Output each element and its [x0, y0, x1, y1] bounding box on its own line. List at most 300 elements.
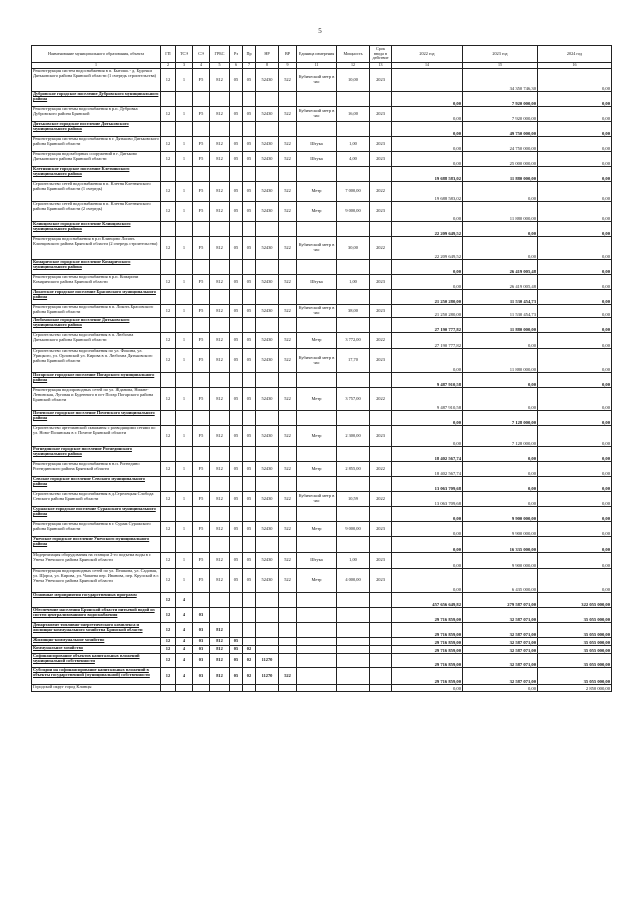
amount-cell: 279 587 071,00 [463, 593, 538, 608]
amount-cell: 0,00 [538, 388, 612, 411]
code-cell [297, 608, 337, 623]
code-cell: 812 [210, 152, 230, 167]
column-header: ТСЭ [176, 46, 193, 63]
amount-cell: 7 920 000,00 [463, 92, 538, 107]
code-cell [193, 222, 210, 237]
code-cell: 1 [176, 69, 193, 92]
code-cell: 52430 [256, 107, 279, 122]
column-header: Рз [230, 46, 243, 63]
code-cell [337, 260, 370, 275]
object-name-cell: Реконструкция системы водоснабжения в н.п. Рогнедино Рогнединского района Брянской области [32, 462, 161, 477]
object-name-cell: Дятьковское городское поселение Дятьковского муниципального района [32, 122, 161, 137]
code-cell: 812 [210, 388, 230, 411]
code-cell: F5 [193, 182, 210, 202]
code-cell: 1,00 [337, 553, 370, 569]
object-name-cell: Субсидии на софинансирование капитальных вложений в объекты государственной (муниципальной) собственности [32, 668, 161, 685]
amount-cell: 9 900 000,00 [463, 507, 538, 522]
code-cell: F5 [193, 237, 210, 260]
code-cell: 03 [193, 668, 210, 685]
amount-cell: 0,00 [463, 182, 538, 202]
code-cell [230, 122, 243, 137]
code-cell: 4 [176, 638, 193, 646]
column-header: Мощность [337, 46, 370, 63]
amount-cell: 0,00 [538, 411, 612, 426]
object-name-cell: Реконструкция водопроводных сетей по ул. Пешкова, ул. Садовая, ул. Щорса, ул. Кирова, ул. Чапаева пер. Иванова, пер. Крупской в г. Унеча Унечского района Брянской области [32, 569, 161, 593]
code-cell: 1 [176, 522, 193, 537]
code-cell [176, 373, 193, 388]
code-cell [243, 318, 256, 333]
amount-cell: 35 055 000,00 [538, 646, 612, 654]
code-cell [176, 260, 193, 275]
code-cell: 02 [243, 646, 256, 654]
table-row [32, 152, 612, 167]
code-cell: 12 [161, 593, 176, 608]
code-cell: 05 [230, 107, 243, 122]
code-cell [337, 638, 370, 646]
column-number: 7 [243, 63, 256, 69]
code-cell [193, 447, 210, 462]
code-cell: 812 [210, 305, 230, 318]
amount-cell: 0,00 [463, 477, 538, 492]
code-cell: Метр [297, 333, 337, 349]
code-cell: 12 [161, 152, 176, 167]
amount-cell: 0,00 [538, 122, 612, 137]
code-cell [337, 477, 370, 492]
object-name-cell: Комаричское городское поселение Комаричского муниципального района [32, 260, 161, 275]
code-cell: 05 [230, 646, 243, 654]
code-cell [370, 477, 392, 492]
amount-cell: 457 656 649,82 [392, 593, 463, 608]
code-cell: 522 [279, 668, 297, 685]
table-row [32, 537, 612, 553]
code-cell: 05 [230, 426, 243, 447]
code-cell [243, 593, 256, 608]
code-cell: 05 [243, 426, 256, 447]
code-cell [210, 122, 230, 137]
table-row [32, 593, 612, 608]
code-cell: 522 [279, 275, 297, 290]
column-header: ВР [279, 46, 297, 63]
code-cell: 12 [161, 349, 176, 373]
object-name-cell: Реконструкция системы водоснабжения в г. Дятьково Дятьковского района Брянской области [32, 137, 161, 152]
code-cell [370, 373, 392, 388]
code-cell [230, 608, 243, 623]
amount-cell: 0,00 [392, 137, 463, 152]
code-cell: 05 [230, 333, 243, 349]
code-cell: 2023 [370, 202, 392, 222]
code-cell [193, 373, 210, 388]
code-cell: 1 [176, 305, 193, 318]
code-cell: 05 [243, 553, 256, 569]
code-cell [337, 411, 370, 426]
amount-cell: 2 850 000,00 [538, 685, 612, 692]
code-cell: 05 [230, 275, 243, 290]
code-cell [176, 92, 193, 107]
column-header: 2023 год [463, 46, 538, 63]
amount-cell: 0,00 [538, 462, 612, 477]
table-row [32, 237, 612, 260]
code-cell [297, 92, 337, 107]
code-cell [297, 685, 337, 692]
code-cell: F5 [193, 426, 210, 447]
code-cell [193, 122, 210, 137]
code-cell [337, 373, 370, 388]
amount-cell: 0,00 [538, 222, 612, 237]
code-cell [193, 92, 210, 107]
code-cell: 812 [210, 349, 230, 373]
table-row [32, 137, 612, 152]
code-cell [193, 477, 210, 492]
object-name-cell: Строительство сетей водоснабжения в п. Клетня Клетнянского района Брянской области (2 очередь) [32, 202, 161, 222]
code-cell: 812 [210, 522, 230, 537]
object-name-cell: Строительство системы водоснабжения в п. Любохна Дятьковского района Брянской области [32, 333, 161, 349]
code-cell: 05 [243, 152, 256, 167]
amount-cell: 26 419 005,48 [463, 260, 538, 275]
amount-cell: 0,00 [538, 237, 612, 260]
code-cell [230, 167, 243, 182]
code-cell: 1 [176, 137, 193, 152]
amount-cell: 9 900 000,00 [463, 553, 538, 569]
code-cell [337, 623, 370, 638]
code-cell [176, 477, 193, 492]
table-row [32, 507, 612, 522]
code-cell [256, 411, 279, 426]
amount-cell: 9 487 910,58 [392, 373, 463, 388]
code-cell [210, 447, 230, 462]
amount-cell: 21 250 280,00 [392, 290, 463, 305]
code-cell: 522 [279, 522, 297, 537]
amount-cell: 0,00 [392, 426, 463, 447]
code-cell: 12 [161, 623, 176, 638]
column-header: НР [256, 46, 279, 63]
code-cell: 2022 [370, 388, 392, 411]
object-name-cell: Реконструкция системы водоснабжения в р.п. Комаричи Комаричского района Брянской области [32, 275, 161, 290]
code-cell: 12 [161, 333, 176, 349]
code-cell: 2023 [370, 275, 392, 290]
amount-cell: 0,00 [538, 569, 612, 593]
code-cell: 812 [210, 333, 230, 349]
code-cell: 10,59 [337, 492, 370, 507]
code-cell: 812 [210, 623, 230, 638]
object-name-cell: Клетнянское городское поселение Клетнянского муниципального района [32, 167, 161, 182]
amount-cell: 0,00 [463, 685, 538, 692]
code-cell: 12 [161, 202, 176, 222]
object-name-cell: Коммунальное хозяйство [32, 646, 161, 654]
amount-cell: 0,00 [538, 492, 612, 507]
table-row [32, 275, 612, 290]
amount-cell: 32 587 071,00 [463, 668, 538, 685]
object-name-cell: Обеспечение населения Брянской области питьевой водой из систем централизованного водоснабжения [32, 608, 161, 623]
code-cell [370, 507, 392, 522]
code-cell [193, 537, 210, 553]
amount-cell: 0,00 [392, 260, 463, 275]
code-cell [256, 447, 279, 462]
code-cell [370, 646, 392, 654]
code-cell [243, 167, 256, 182]
table-row [32, 522, 612, 537]
table-row [32, 553, 612, 569]
code-cell: Штука [297, 275, 337, 290]
amount-cell: 0,00 [392, 152, 463, 167]
code-cell: F5 [193, 107, 210, 122]
code-cell: 52430 [256, 522, 279, 537]
code-cell [243, 608, 256, 623]
code-cell: 522 [279, 107, 297, 122]
code-cell [176, 411, 193, 426]
code-cell: 05 [243, 237, 256, 260]
table-row [32, 333, 612, 349]
amount-cell: 25 000 000,00 [463, 152, 538, 167]
table-row [32, 122, 612, 137]
code-cell [161, 685, 176, 692]
code-cell: 12 [161, 638, 176, 646]
amount-cell: 0,00 [392, 275, 463, 290]
code-cell [256, 318, 279, 333]
code-cell [256, 167, 279, 182]
code-cell: 2023 [370, 107, 392, 122]
code-cell [297, 638, 337, 646]
code-cell [243, 685, 256, 692]
amount-cell: 11 530 454,73 [463, 290, 538, 305]
column-number: 9 [279, 63, 297, 69]
code-cell [256, 477, 279, 492]
code-cell: Метр [297, 182, 337, 202]
code-cell: 1,00 [337, 137, 370, 152]
code-cell [256, 373, 279, 388]
code-cell: 522 [279, 137, 297, 152]
code-cell [256, 507, 279, 522]
code-cell: 05 [230, 202, 243, 222]
code-cell: 2 855,00 [337, 462, 370, 477]
code-cell: 812 [210, 69, 230, 92]
code-cell: 522 [279, 69, 297, 92]
code-cell [210, 608, 230, 623]
code-cell [279, 222, 297, 237]
code-cell: 52430 [256, 237, 279, 260]
amount-cell: 49 750 000,00 [463, 122, 538, 137]
code-cell: 2022 [370, 182, 392, 202]
object-name-cell: Строительство системы водоснабжения в д.Стрелецкая Слобода Севского района Брянской области [32, 492, 161, 507]
code-cell [243, 447, 256, 462]
amount-cell: 0,00 [392, 202, 463, 222]
code-cell [230, 593, 243, 608]
code-cell [337, 507, 370, 522]
code-cell [297, 411, 337, 426]
code-cell [161, 122, 176, 137]
code-cell [337, 537, 370, 553]
page-number: 5 [318, 27, 322, 35]
table-row [32, 182, 612, 202]
amount-cell: 35 055 000,00 [538, 654, 612, 668]
table-row [32, 107, 612, 122]
code-cell: 05 [230, 69, 243, 92]
code-cell [176, 447, 193, 462]
amount-cell: 11 880 000,00 [463, 349, 538, 373]
code-cell: 52430 [256, 569, 279, 593]
code-cell: F5 [193, 202, 210, 222]
code-cell: 12 [161, 388, 176, 411]
code-cell [279, 507, 297, 522]
code-cell [243, 373, 256, 388]
amount-cell: 0,00 [392, 537, 463, 553]
table-row [32, 373, 612, 388]
column-header: ГП [161, 46, 176, 63]
amount-cell: 11 530 454,73 [463, 305, 538, 318]
amount-cell: 11 880 000,00 [463, 202, 538, 222]
code-cell [337, 318, 370, 333]
code-cell [297, 373, 337, 388]
table-row [32, 290, 612, 305]
code-cell [230, 222, 243, 237]
code-cell [243, 411, 256, 426]
amount-cell: 0,00 [538, 260, 612, 275]
code-cell: 05 [243, 202, 256, 222]
object-name-cell: Реконструкция систем водоснабжения в п. Бытошь - д. Будочки Дятьковского района Брянской области (1 очередь строительства) [32, 69, 161, 92]
code-cell [297, 646, 337, 654]
amount-cell: 0,00 [538, 537, 612, 553]
amount-cell: 0,00 [538, 333, 612, 349]
code-cell [176, 537, 193, 553]
code-cell: 52430 [256, 388, 279, 411]
amount-cell: 0,00 [463, 492, 538, 507]
code-cell: 12 [161, 522, 176, 537]
code-cell [279, 260, 297, 275]
code-cell: 52430 [256, 202, 279, 222]
code-cell [193, 318, 210, 333]
amount-cell: 32 587 071,00 [463, 638, 538, 646]
object-name-cell: Суражское городское поселение Суражского муниципального района [32, 507, 161, 522]
code-cell: 52430 [256, 349, 279, 373]
code-cell [230, 373, 243, 388]
code-cell: 3 757,00 [337, 388, 370, 411]
code-cell: 05 [230, 182, 243, 202]
column-number: 5 [210, 63, 230, 69]
code-cell: 12 [161, 654, 176, 668]
code-cell [279, 122, 297, 137]
code-cell [297, 668, 337, 685]
code-cell: Кубический метр в час [297, 69, 337, 92]
code-cell [297, 507, 337, 522]
code-cell: Штука [297, 553, 337, 569]
code-cell [243, 623, 256, 638]
code-cell [230, 537, 243, 553]
code-cell [279, 411, 297, 426]
code-cell: 05 [243, 69, 256, 92]
code-cell: 1 [176, 275, 193, 290]
amount-cell: 0,00 [463, 388, 538, 411]
code-cell [279, 646, 297, 654]
object-name-cell: Реконструкция системы водоснабжения в п. Локоть Брасовского района Брянской области [32, 305, 161, 318]
code-cell: 4 [176, 593, 193, 608]
code-cell: F5 [193, 522, 210, 537]
code-cell: 12 [161, 69, 176, 92]
amount-cell: 24 750 000,00 [463, 137, 538, 152]
code-cell [230, 290, 243, 305]
column-number: 12 [337, 63, 370, 69]
column-number: 16 [538, 63, 612, 69]
code-cell: 05 [230, 137, 243, 152]
code-cell: 1 [176, 237, 193, 260]
code-cell [161, 260, 176, 275]
code-cell: 52430 [256, 69, 279, 92]
amount-cell: 19 688 583,02 [392, 167, 463, 182]
code-cell [337, 122, 370, 137]
amount-cell: 7 128 000,00 [463, 426, 538, 447]
code-cell: 2022 [370, 462, 392, 477]
code-cell: 11270 [256, 654, 279, 668]
code-cell: 4 [176, 654, 193, 668]
object-name-cell: Жилищно-коммунальное хозяйство [32, 638, 161, 646]
code-cell: F5 [193, 569, 210, 593]
code-cell: Кубический метр в час [297, 107, 337, 122]
code-cell [337, 668, 370, 685]
amount-cell: 32 587 071,00 [463, 654, 538, 668]
column-header: 2024 год [538, 46, 612, 63]
amount-cell: 35 055 000,00 [538, 638, 612, 646]
column-header: СЭ [193, 46, 210, 63]
code-cell: 12 [161, 137, 176, 152]
code-cell: 2023 [370, 305, 392, 318]
code-cell: 1 [176, 202, 193, 222]
code-cell: 05 [243, 569, 256, 593]
code-cell [297, 318, 337, 333]
code-cell [337, 447, 370, 462]
amount-cell: 0,00 [538, 275, 612, 290]
code-cell: 12 [161, 182, 176, 202]
table-row [32, 447, 612, 462]
code-cell: 17,70 [337, 349, 370, 373]
code-cell: 1 [176, 426, 193, 447]
code-cell [370, 638, 392, 646]
amount-cell: 0,00 [538, 202, 612, 222]
code-cell: 4 [176, 668, 193, 685]
code-cell: 05 [230, 237, 243, 260]
object-name-cell: Севское городское поселение Севского муниципального района [32, 477, 161, 492]
column-number: 2 [161, 63, 176, 69]
code-cell [297, 537, 337, 553]
object-name-cell: Унечское городское поселение Унечского муниципального района [32, 537, 161, 553]
object-name-cell: Департамент топливно-энергетического комплекса и жилищно-коммунального хозяйства Брянской области [32, 623, 161, 638]
code-cell [370, 654, 392, 668]
code-cell [370, 623, 392, 638]
code-cell [193, 507, 210, 522]
amount-cell: 29 716 859,00 [392, 623, 463, 638]
code-cell: F5 [193, 462, 210, 477]
code-cell: 2022 [370, 492, 392, 507]
code-cell [370, 411, 392, 426]
code-cell [297, 167, 337, 182]
code-cell: 812 [210, 569, 230, 593]
column-number: 1 [32, 63, 161, 69]
code-cell: 52430 [256, 152, 279, 167]
code-cell: 812 [210, 654, 230, 668]
code-cell: 52430 [256, 553, 279, 569]
code-cell: 05 [243, 388, 256, 411]
amount-cell: 32 587 071,00 [463, 608, 538, 623]
code-cell [230, 447, 243, 462]
code-cell [256, 122, 279, 137]
table-row [32, 222, 612, 237]
amount-cell: 0,00 [392, 569, 463, 593]
object-name-cell: Рогнединское городское поселение Рогнединского муниципального района [32, 447, 161, 462]
code-cell [193, 685, 210, 692]
object-name-cell: Дубровское городское поселение Дубровского муниципального района [32, 92, 161, 107]
code-cell: 4 [176, 623, 193, 638]
code-cell [210, 222, 230, 237]
code-cell: 1 [176, 569, 193, 593]
code-cell: 05 [230, 553, 243, 569]
code-cell [256, 646, 279, 654]
